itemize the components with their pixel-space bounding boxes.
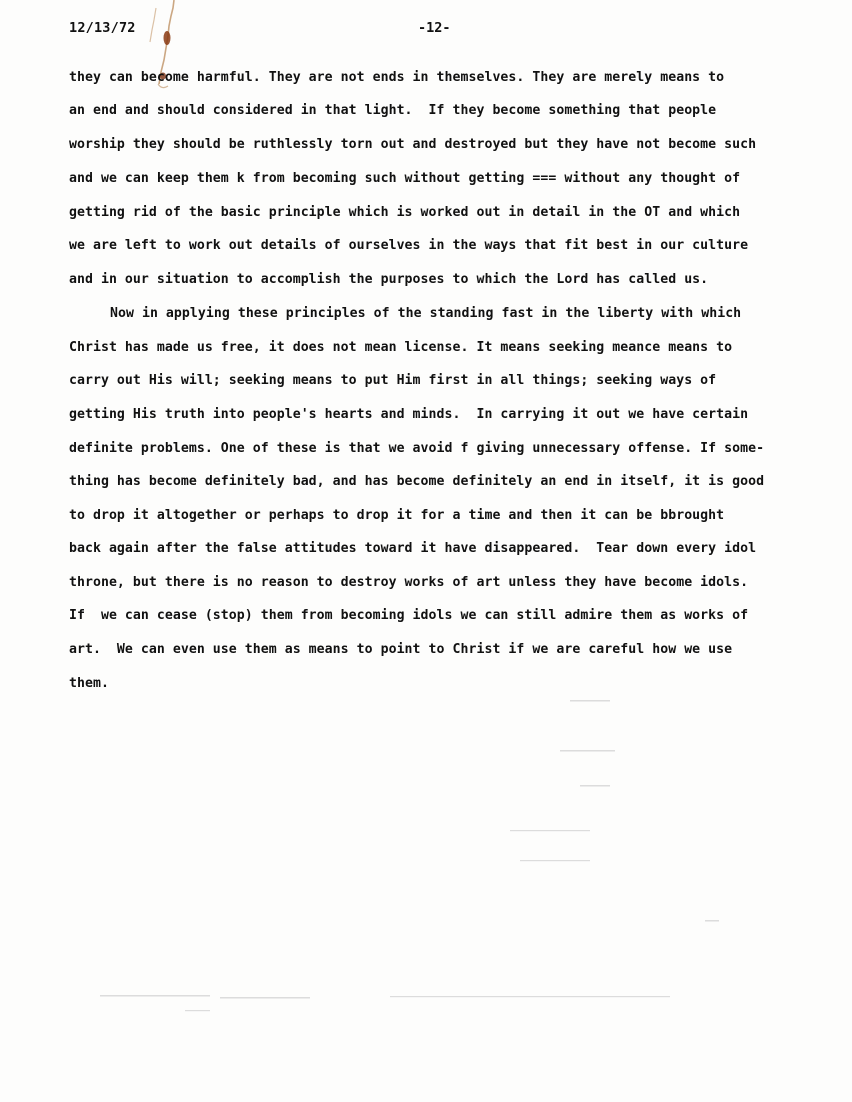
text-line: an end and should considered in that light. If they become something that people [69, 103, 717, 118]
text-line: and we can keep them k from becoming such without getting === without any thought of [69, 171, 741, 186]
text-line: them. [69, 676, 109, 691]
text-line: worship they should be ruthlessly torn out and destroyed but they have not become such [69, 137, 757, 152]
text-line: and in our situation to accomplish the purposes to which the Lord has called us. [69, 272, 709, 287]
page-number: -12- [418, 20, 451, 36]
text-line: getting His truth into people's hearts and minds. In carrying it out we have certain [69, 407, 749, 422]
text-line: we are left to work out details of ourselves in the ways that fit best in our culture [69, 238, 749, 253]
text-line: getting rid of the basic principle which is worked out in detail in the OT and which [69, 205, 741, 220]
text-line: they can become harmful. They are not ends in themselves. They are merely means to [69, 70, 725, 85]
text-line: definite problems. One of these is that we avoid f giving unnecessary offense. If some- [69, 441, 765, 456]
document-date: 12/13/72 [69, 20, 136, 36]
text-line: to drop it altogether or perhaps to drop it for a time and then it can be bbrought [69, 508, 725, 523]
text-line: carry out His will; seeking means to put Him first in all things; seeking ways of [69, 373, 717, 388]
text-line: art. We can even use them as means to point to Christ if we are careful how we use [69, 642, 733, 657]
text-line: throne, but there is no reason to destroy works of art unless they have become idols. [69, 575, 749, 590]
text-line: back again after the false attitudes toward it have disappeared. Tear down every idol [69, 541, 757, 556]
text-line: Christ has made us free, it does not mean license. It means seeking meance means to [69, 340, 733, 355]
show-through-speckles [90, 690, 790, 1030]
text-line: If we can cease (stop) them from becoming idols we can still admire them as works of [69, 608, 749, 623]
text-line: thing has become definitely bad, and has become definitely an end in itself, it is good [69, 474, 765, 489]
text-line: Now in applying these principles of the standing fast in the liberty with which [110, 306, 742, 321]
